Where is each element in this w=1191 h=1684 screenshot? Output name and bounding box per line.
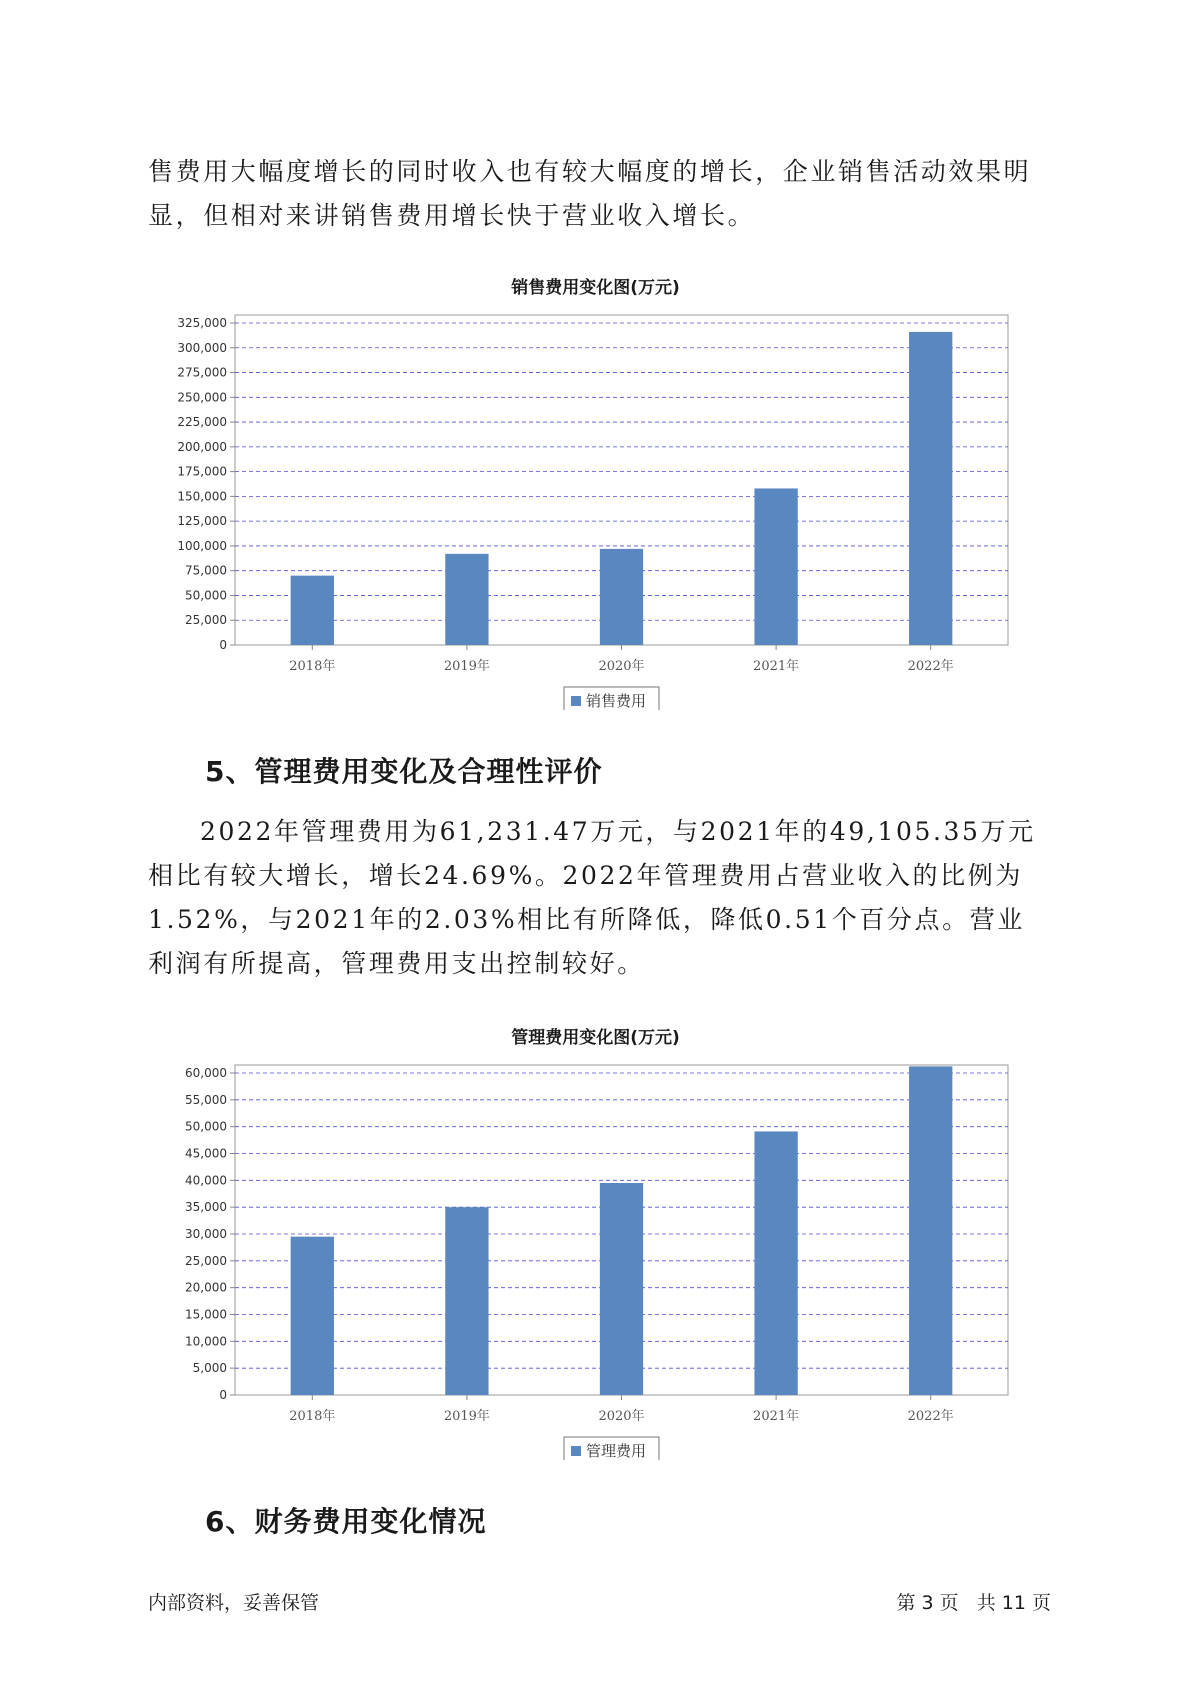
y-tick-label: 300,000 — [177, 340, 227, 355]
bar-2019年 — [445, 1207, 488, 1395]
y-tick-label: 75,000 — [185, 563, 227, 578]
y-tick-label: 5,000 — [192, 1361, 227, 1376]
legend-label: 管理费用 — [586, 1442, 647, 1460]
y-tick-label: 100,000 — [177, 538, 227, 553]
chart-title-admin-expense: 管理费用变化图(万元) — [511, 1028, 680, 1048]
y-tick-label: 40,000 — [185, 1173, 227, 1188]
y-tick-label: 50,000 — [185, 588, 227, 603]
bar-2018年 — [291, 576, 334, 645]
y-tick-label: 55,000 — [185, 1092, 227, 1107]
legend — [564, 1437, 659, 1460]
y-tick-label: 275,000 — [177, 365, 227, 380]
y-tick-label: 35,000 — [185, 1200, 227, 1215]
bar-2020年 — [600, 1183, 643, 1395]
bar-2021年 — [754, 488, 797, 645]
x-tick-label: 2020年 — [598, 1409, 645, 1424]
admin-expense-chart — [150, 1050, 1020, 1460]
bar-2019年 — [445, 554, 488, 645]
bar-2021年 — [754, 1131, 797, 1395]
section-heading-6: 6、财务费用变化情况 — [205, 1505, 487, 1538]
y-tick-label: 175,000 — [177, 464, 227, 479]
legend-swatch — [571, 696, 581, 706]
y-tick-label: 50,000 — [185, 1119, 227, 1134]
x-tick-label: 2022年 — [907, 1409, 954, 1424]
y-tick-label: 10,000 — [185, 1334, 227, 1349]
y-tick-label: 0 — [219, 1388, 227, 1402]
x-tick-label: 2022年 — [907, 659, 954, 674]
y-tick-label: 45,000 — [185, 1146, 227, 1161]
paragraph-admin-expense-analysis: 2022年管理费用为61,231.47万元，与2021年的49,105.35万元相比有较大增长，增长24.69%。2022年管理费用占营业收入的比例为1.52%，与2021年的2.03%相比有所降低，降低0.51个百分点。营业利润有所提高，管理费用支出控制较好。 — [148, 817, 1036, 978]
y-tick-label: 325,000 — [177, 316, 227, 330]
x-tick-label: 2019年 — [443, 1409, 490, 1424]
footer-confidential-note: 内部资料，妥善保管 — [148, 1592, 320, 1614]
x-tick-label: 2018年 — [289, 1409, 336, 1424]
y-tick-label: 20,000 — [185, 1280, 227, 1295]
chart-title-sales-expense: 销售费用变化图(万元) — [511, 278, 680, 298]
x-tick-label: 2021年 — [753, 1409, 800, 1424]
y-tick-label: 25,000 — [185, 1253, 227, 1268]
y-tick-label: 0 — [219, 638, 227, 652]
y-tick-label: 25,000 — [185, 613, 227, 628]
x-tick-label: 2018年 — [289, 659, 336, 674]
y-tick-label: 125,000 — [177, 514, 227, 529]
y-tick-label: 150,000 — [177, 489, 227, 504]
y-tick-label: 250,000 — [177, 390, 227, 405]
legend — [564, 687, 659, 710]
bar-2018年 — [291, 1237, 334, 1395]
bar-2022年 — [909, 1066, 952, 1395]
y-tick-label: 30,000 — [185, 1227, 227, 1241]
y-tick-label: 200,000 — [177, 439, 227, 454]
bar-2020年 — [600, 549, 643, 645]
section-heading-5: 5、管理费用变化及合理性评价 — [205, 755, 603, 788]
footer-page-number: 第 3 页 共 11 页 — [896, 1592, 1051, 1614]
legend-swatch — [571, 1446, 581, 1456]
x-tick-label: 2019年 — [443, 659, 490, 674]
legend-label: 销售费用 — [586, 692, 647, 710]
bar-2022年 — [909, 332, 952, 645]
x-tick-label: 2020年 — [598, 659, 645, 674]
paragraph-sales-expense-summary: 售费用大幅度增长的同时收入也有较大幅度的增长，企业销售活动效果明显，但相对来讲销售费用增长快于营业收入增长。 — [148, 157, 1032, 230]
y-tick-label: 60,000 — [185, 1066, 227, 1080]
x-tick-label: 2021年 — [753, 659, 800, 674]
y-tick-label: 15,000 — [185, 1307, 227, 1322]
sales-expense-chart — [150, 300, 1020, 710]
y-tick-label: 225,000 — [177, 415, 227, 430]
